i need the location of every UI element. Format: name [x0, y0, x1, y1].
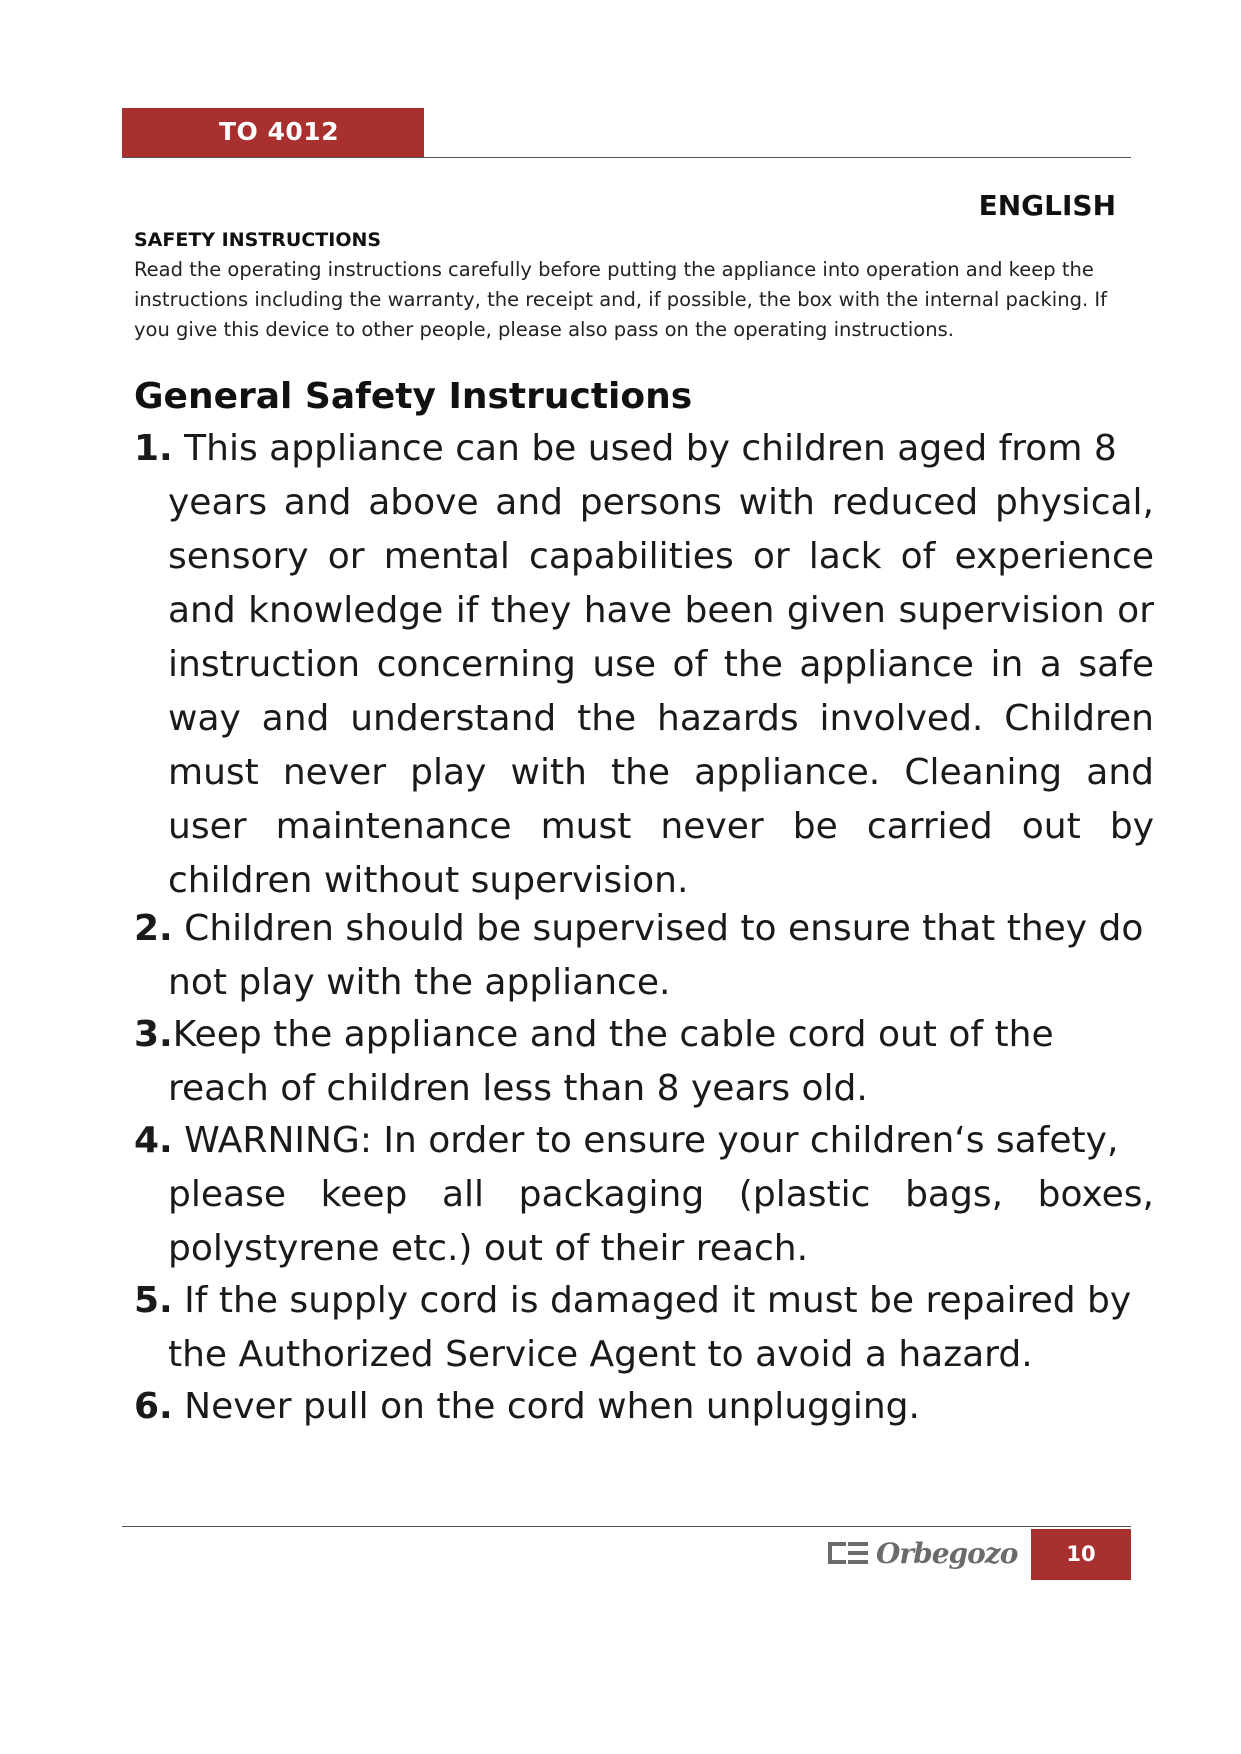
instruction-number: 3.: [134, 1014, 173, 1055]
instruction-number: 6.: [134, 1386, 173, 1427]
brand-mark-icon: [828, 1542, 868, 1564]
instruction-first-line: This appliance can be used by children aged from 8: [172, 428, 1117, 469]
instruction-number: 1.: [134, 428, 173, 469]
instruction-item: [134, 1114, 1154, 1276]
safety-instructions-heading: SAFETY INSTRUCTIONS: [134, 229, 382, 251]
instruction-first-line: WARNING: In order to ensure your children‘s safety,: [172, 1120, 1119, 1161]
instruction-continuation: please keep all packaging (plastic bags, boxes, polystyrene etc.) out of their reach.: [168, 1174, 1154, 1269]
instruction-continuation: reach of children less than 8 years old.: [168, 1068, 868, 1109]
instruction-first-line: Keep the appliance and the cable cord out of the: [172, 1014, 1054, 1055]
page-number: 10: [1066, 1542, 1096, 1566]
instruction-number: 2.: [134, 908, 173, 949]
instruction-first-line: Never pull on the cord when unplugging.: [172, 1386, 920, 1427]
header-divider: [122, 157, 1131, 158]
footer-divider: [122, 1526, 1131, 1527]
instruction-item: [134, 1380, 1154, 1434]
instruction-item: [134, 422, 1154, 908]
instruction-continuation: years and above and persons with reduced physical, sensory or mental capabilities or lack of experience and knowledge if they have been given supervision or instruction concerning use of the appliance in a safe way and understand the hazards involved. Children must never play with the appliance. Cleaning and user maintenance must never be carried out by children without supervision.: [168, 482, 1154, 901]
brand-logo: [828, 1538, 1017, 1568]
general-safety-heading: General Safety Instructions: [134, 376, 693, 417]
instruction-first-line: Children should be supervised to ensure that they do: [172, 908, 1144, 949]
safety-instructions-text: Read the operating instructions carefully before putting the appliance into operation and keep the instructions including the warranty, the receipt and, if possible, the box with the internal packing. If you give this device to other people, please also pass on the operating instructions.: [134, 258, 1107, 341]
instruction-item: [134, 1008, 1154, 1116]
instruction-continuation: not play with the appliance.: [168, 962, 671, 1003]
model-tab: [122, 108, 424, 158]
page-number-box: [1031, 1529, 1131, 1580]
model-number: TO 4012: [219, 117, 340, 146]
instruction-first-line: If the supply cord is damaged it must be repaired by: [172, 1280, 1132, 1321]
instruction-item: [134, 902, 1154, 1010]
instruction-number: 4.: [134, 1120, 173, 1161]
brand-name: Orbegozo: [876, 1536, 1018, 1570]
instruction-item: [134, 1274, 1154, 1382]
instruction-number: 5.: [134, 1280, 173, 1321]
instruction-continuation: the Authorized Service Agent to avoid a hazard.: [168, 1334, 1033, 1375]
language-label: ENGLISH: [978, 189, 1116, 222]
